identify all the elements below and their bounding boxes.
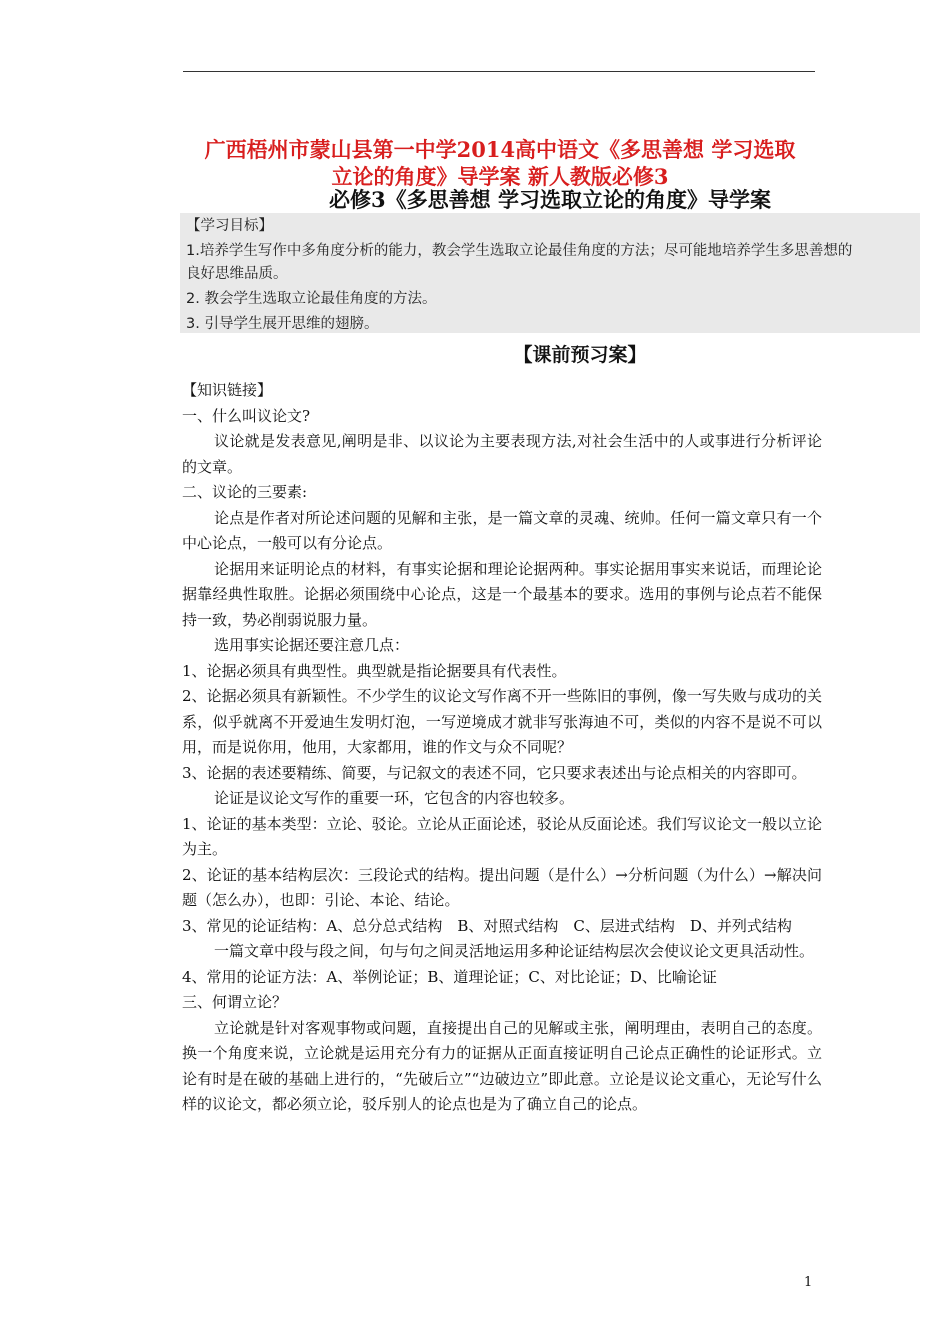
paragraph: 3、论据的表述要精练、简要，与记叙文的表述不同，它只要求表述出与论点相关的内容即可。 [182, 763, 807, 782]
paragraph: 议论就是发表意见,阐明是非、以议论为主要表现方法,对社会生活中的人或事进行分析评论的文章。 [182, 432, 822, 476]
paragraph: 二、议论的三要素: [182, 483, 308, 501]
paragraph: 2、论证的基本结构层次：三段论式的结构。提出问题（是什么）→分析问题（为什么）→解决问题（怎么办），也即：引论、本论、结论。 [182, 865, 822, 909]
objective-line-2: 良好思维品质。 [186, 266, 288, 282]
document-title [150, 136, 850, 190]
objective-line-3: 2. 教会学生选取立论最佳角度的方法。 [186, 291, 437, 307]
paragraph: 一、什么叫议论文? [182, 406, 311, 425]
document-body [182, 378, 822, 1118]
paragraph: 三、何谓立论？ [182, 993, 288, 1011]
paragraph: 论证是议论文写作的重要一环，它包含的内容也较多。 [214, 789, 575, 807]
paragraph: 1、论据必须具有典型性。典型就是指论据要具有代表性。 [182, 661, 567, 680]
objectives-heading: 【学习目标】 [186, 218, 273, 234]
paragraph: 1、论证的基本类型：立论、驳论。立论从正面论述，驳论从反面论述。我们写议论文一般以立论为主。 [182, 814, 822, 858]
objectives-box [180, 213, 920, 333]
title-line-1: 广西梧州市蒙山县第一中学2014高中语文《多思善想 学习选取 [204, 137, 796, 162]
paragraph: 论点是作者对所论述问题的见解和主张，是一篇文章的灵魂、统帅。任何一篇文章只有一个中心论点，一般可以有分论点。 [182, 508, 822, 552]
section-heading: 【课前预习案】 [513, 344, 647, 366]
header-rule [183, 71, 815, 72]
paragraph: 4、常用的论证方法：A、举例论证；B、道理论证；C、对比论证；D、比喻论证 [182, 967, 717, 986]
objective-line-4: 3. 引导学生展开思维的翅膀。 [186, 316, 379, 332]
paragraph: 一篇文章中段与段之间，句与句之间灵活地运用多种论证结构层次会使议论文更具活动性。 [214, 942, 815, 960]
paragraph: 论据用来证明论点的材料，有事实论据和理论论据两种。事实论据用事实来说话，而理论论据靠经典性取胜。论据必须围绕中心论点，这是一个最基本的要求。选用的事例与论点若不能保持一致，势必削弱说服力量。 [182, 559, 822, 629]
paragraph: 选用事实论据还要注意几点： [214, 636, 410, 654]
sub-title: 必修3《多思善想 学习选取立论的角度》导学案 [329, 187, 771, 212]
paragraph: 【知识链接】 [182, 381, 273, 399]
objective-line-1: 1.培养学生写作中多角度分析的能力，教会学生选取立论最佳角度的方法；尽可能地培养学生多思善想的 [186, 243, 853, 259]
paragraph: 3、常见的论证结构：A、总分总式结构 B、对照式结构 C、层进式结构 D、并列式结构 [182, 916, 792, 935]
paragraph: 2、论据必须具有新颖性。不少学生的议论文写作离不开一些陈旧的事例，像一写失败与成功的关系，似乎就离不开爱迪生发明灯泡，一写逆境成才就非写张海迪不可，类似的内容不是说不可以用，而是说你用，他用，大家都用，谁的作文与众不同呢？ [182, 687, 822, 756]
title-line-2: 立论的角度》导学案 新人教版必修3 [331, 164, 669, 189]
page-number: 1 [804, 1275, 813, 1290]
paragraph: 立论就是针对客观事物或问题，直接提出自己的见解或主张，阐明理由，表明自己的态度。换一个角度来说，立论就是运用充分有力的证据从正面直接证明自己论点正确性的论证形式。立论有时是在破的基础上进行的，“先破后立”“边破边立”即此意。立论是议论文重心，无论写什么样的议论文，都必须立论，驳斥别人的论点也是为了确立自己的论点。 [182, 1018, 822, 1113]
